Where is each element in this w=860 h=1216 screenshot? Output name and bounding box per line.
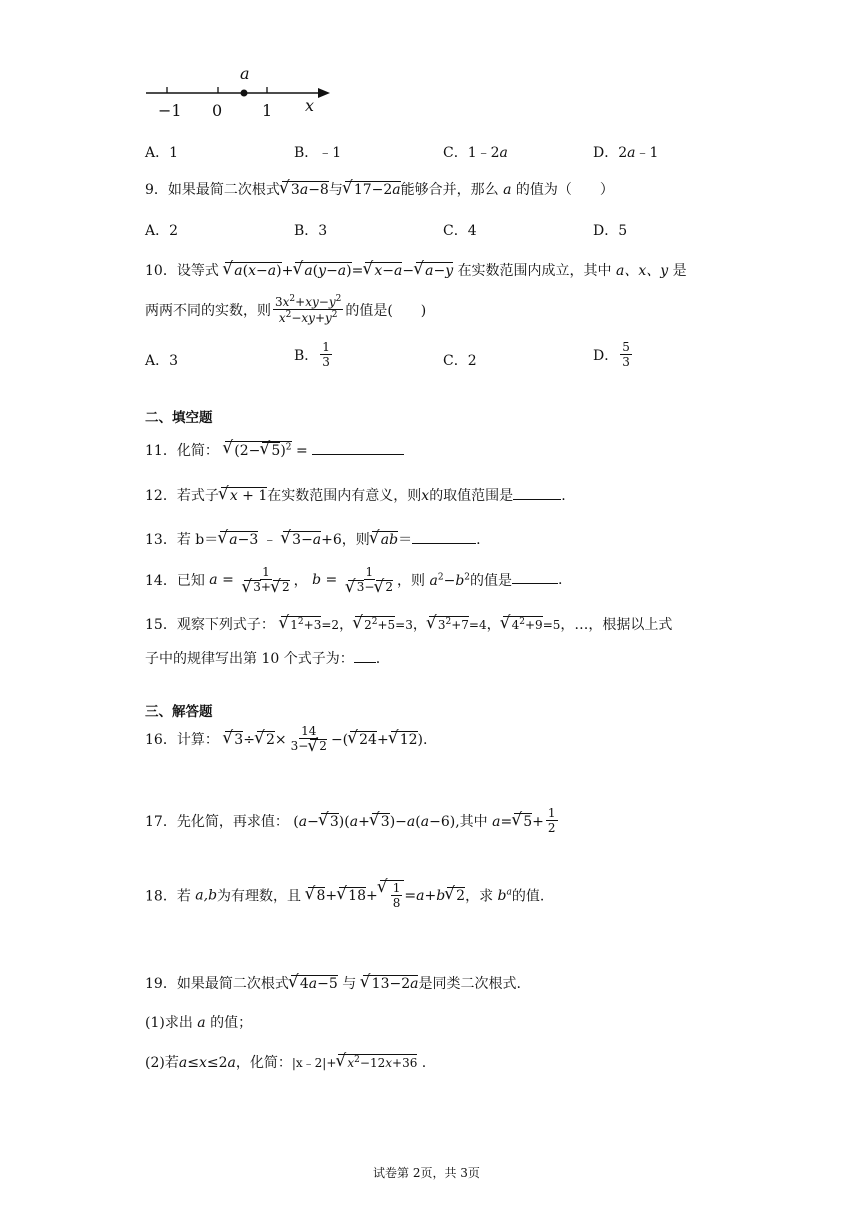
q11-answer-blank[interactable] xyxy=(312,454,404,455)
q9-option-c[interactable]: C．4 xyxy=(443,223,477,239)
q9-option-b[interactable]: B．3 xyxy=(294,223,328,239)
axis-arrow xyxy=(318,88,330,98)
question-9: 9．如果最简二次根式√ 3a−8与√ 17−2a能够合并，那么 a 的值为（ ） xyxy=(145,179,614,199)
point-label-a: a xyxy=(240,64,250,83)
q12-answer-blank[interactable] xyxy=(513,499,561,500)
q13-answer-blank[interactable] xyxy=(412,543,476,544)
question-14: 14．已知 a = 1 √ 3+√ 2 ， b = 1 √ 3−√ 2 ，则 $a^2-b^2$的值是 . xyxy=(145,565,562,595)
question-12: 12．若式子√ x + 1在实数范围内有意义，则x的取值范围是 . xyxy=(145,485,566,505)
question-10-line2: 两两不同的实数，则 $\frac{3x^2+xy-y^2}{x^2-xy+y^2}$ 的值是( ) xyxy=(145,294,427,326)
question-11: 11．化简： √ (2−√ 5)$^2$ = xyxy=(145,440,404,460)
question-10: 10．设等式 √ a(x−a)+√ a(y−a)=√ x−a−√ a−y 在实数范围内成立，其中 a、x、y 是 xyxy=(145,260,687,280)
q9-option-a[interactable]: A．2 xyxy=(145,223,179,239)
q10-option-b[interactable]: B． $\frac{1}{3}$ xyxy=(294,340,330,370)
q10-fraction: $\frac{3x^2+xy-y^2}{x^2-xy+y^2}$ xyxy=(275,294,342,326)
question-19: 19．如果最简二次根式√ 4a−5 与 √ 13−2a是同类二次根式. xyxy=(145,973,521,993)
q8-option-d[interactable]: D．2a﹣1 xyxy=(593,145,659,161)
tick-label-minus1: −1 xyxy=(158,101,182,120)
question-15: 15．观察下列式子： √ $1^2+3=2$，√ $2^2+5=3$，√ $3^2+7=4$，√ $4^2+9=5$，…，根据以上式 xyxy=(145,614,672,634)
section-title-answer: 三、解答题 xyxy=(145,704,213,720)
tick-label-0: 0 xyxy=(212,101,223,120)
q9-radical-1: √ 3a−8 xyxy=(282,181,329,198)
point-a xyxy=(241,90,248,97)
question-18: 18．若 a,b为有理数，且 √ 8+√ 18+ √ $\frac{1}{8}$ =a+b√ 2，求 $b^a$的值. xyxy=(145,880,544,911)
q10-option-d[interactable]: D． $\frac{5}{3}$ xyxy=(593,340,630,370)
question-19-part2: (2)若a≤x≤2a，化简：|x﹣2|+√ $x^2-12x+36$ . xyxy=(145,1052,426,1072)
q8-option-b[interactable]: B．﹣1 xyxy=(294,145,342,161)
question-16: 16．计算： √ 3÷√ 2× $\frac{14}{3-√ 2}$ −(√ 24+√ 12). xyxy=(145,724,427,754)
page-footer: 试卷第 2页，共 3页 xyxy=(373,1166,480,1180)
section-title-fill-in: 二、填空题 xyxy=(145,410,213,426)
question-15-line2: 子中的规律写出第 10 个式子为： . xyxy=(145,651,381,667)
q15-answer-blank[interactable] xyxy=(354,662,376,663)
q8-option-c[interactable]: C．1﹣2a xyxy=(443,145,508,161)
axis-label-x: x xyxy=(305,96,315,115)
q10-option-a[interactable]: A．3 xyxy=(145,353,179,369)
q9-option-d[interactable]: D．5 xyxy=(593,223,628,239)
question-13: 13．若 b＝√ a−3 ﹣ √ 3−a+6，则√ ab＝ . xyxy=(145,529,481,549)
q8-option-a[interactable]: A．1 xyxy=(145,145,179,161)
q9-radical-2: √ 17−2a xyxy=(345,181,401,198)
q10-option-c[interactable]: C．2 xyxy=(443,353,477,369)
q14-answer-blank[interactable] xyxy=(512,583,558,584)
tick-label-1: 1 xyxy=(262,101,273,120)
question-19-part1: (1)求出 a 的值； xyxy=(145,1015,253,1031)
question-17: 17．先化简，再求值： (a−√ 3)(a+√ 3)−a(a−6),其中 a=√ 5+ $\frac{1}{2}$ xyxy=(145,806,560,836)
